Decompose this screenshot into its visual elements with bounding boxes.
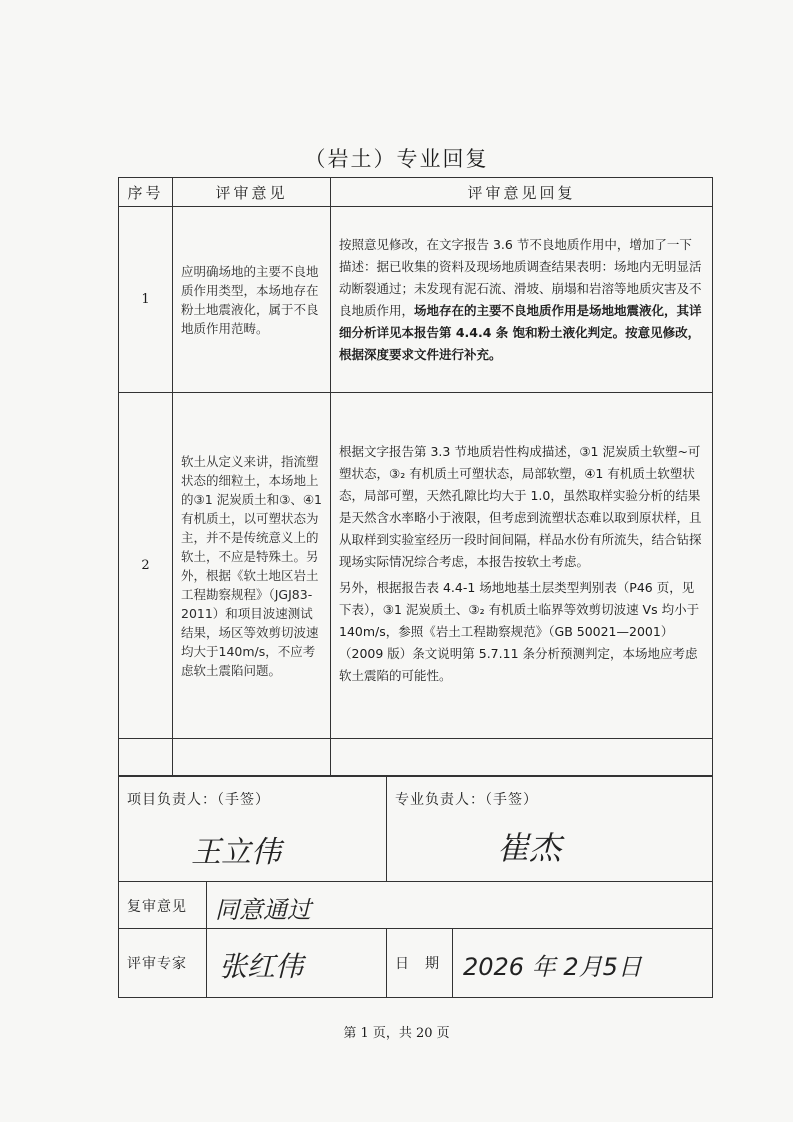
review-table — [118, 177, 713, 776]
table-row — [119, 393, 713, 739]
date-value-cell — [453, 929, 713, 998]
table-row — [119, 207, 713, 393]
discipline-lead-cell — [387, 777, 713, 882]
page-footer: 第 1 页，共 20 页 — [343, 1026, 450, 1041]
empty-cell — [331, 739, 713, 776]
recheck-value-cell — [207, 882, 713, 929]
row-number: 2 — [119, 393, 173, 739]
review-reply — [331, 393, 713, 739]
recheck-label-cell — [119, 882, 207, 929]
page-title: （岩土）专业回复 — [304, 147, 489, 171]
project-lead-cell — [119, 777, 387, 882]
expert-signature-cell — [207, 929, 387, 998]
expert-label: 评审专家 — [127, 956, 187, 972]
reply-paragraph: 另外，根据报告表 4.4-1 场地地基土层类型判别表（P46 页，见下表），③1 泥炭质土、③₂ 有机质土临界等效剪切波速 Vs 均小于 140m/s，参照《岩土工程勘察规范》（GB 50021—2001）（2009 版）条文说明第 5.7.11 条分析预测判定，本场地应考虑软土震陷的可能性。 — [339, 579, 700, 683]
project-lead-signature: 王立伟 — [191, 835, 281, 870]
empty-row — [119, 739, 713, 776]
review-opinion: 软土从定义来讲，指流塑状态的细粒土，本场地上的③1 泥炭质土和③、④1 有机质土，以可塑状态为主，并不是传统意义上的软土，不应是特殊土。另外，根据《软土地区岩土工程勘察规程》（JGJ83-2011）和项目波速测试结果，场区等效剪切波速均大于140m/s，不应考虑软土震陷问题。 — [173, 393, 331, 739]
header-opinion: 评审意见 — [173, 178, 331, 207]
date-label: 日 期 — [395, 956, 440, 972]
empty-cell — [119, 739, 173, 776]
project-lead-label: 项目负责人：（手签） — [127, 792, 270, 808]
expert-signature: 张红伟 — [219, 950, 304, 983]
reply-paragraph: 根据文字报告第 3.3 节地质岩性构成描述，③1 泥炭质土软塑~可塑状态，③₂ 有机质土可塑状态，局部软塑，④1 有机质土软塑状态，局部可塑，天然孔隙比均大于 1.0，虽然取样实验分析的结果是天然含水率略小于液限，但考虑到流塑状态难以取到原状样，且从取样到实验室经历一段时间间隔，样品水份有所流失，结合钻探现场实际情况综合考虑，本报告按软土考虑。 — [339, 443, 702, 569]
discipline-lead-label: 专业负责人：（手签） — [395, 792, 538, 808]
row-number: 1 — [119, 207, 173, 393]
header-reply: 评审意见回复 — [331, 178, 713, 207]
review-reply — [331, 207, 713, 393]
signature-table — [118, 776, 713, 998]
recheck-label: 复审意见 — [127, 899, 187, 915]
reply-bold-text: 场地存在的主要不良地质作用是场地地震液化，其详细分析详见本报告第 4.4.4 条 饱和粉土液化判定。按意见修改，根据深度要求文件进行补充。 — [339, 302, 702, 362]
header-row — [119, 178, 713, 207]
date-value: 2026 年 2月5日 — [463, 953, 642, 981]
recheck-value: 同意通过 — [215, 896, 311, 924]
discipline-lead-signature: 崔杰 — [497, 829, 562, 867]
reply-text: 按照意见修改，在文字报告 3.6 节不良地质作用中，增加了一下描述：据已收集的资料及现场地质调查结果表明：场地内无明显活动断裂通过；未发现有泥石流、滑坡、崩塌和岩溶等地质灾害及不良地质作用， — [339, 236, 702, 318]
empty-cell — [173, 739, 331, 776]
expert-label-cell — [119, 929, 207, 998]
review-opinion: 应明确场地的主要不良地质作用类型，本场地存在粉土地震液化，属于不良地质作用范畴。 — [173, 207, 331, 393]
date-label-cell — [387, 929, 453, 998]
header-no: 序号 — [119, 178, 173, 207]
